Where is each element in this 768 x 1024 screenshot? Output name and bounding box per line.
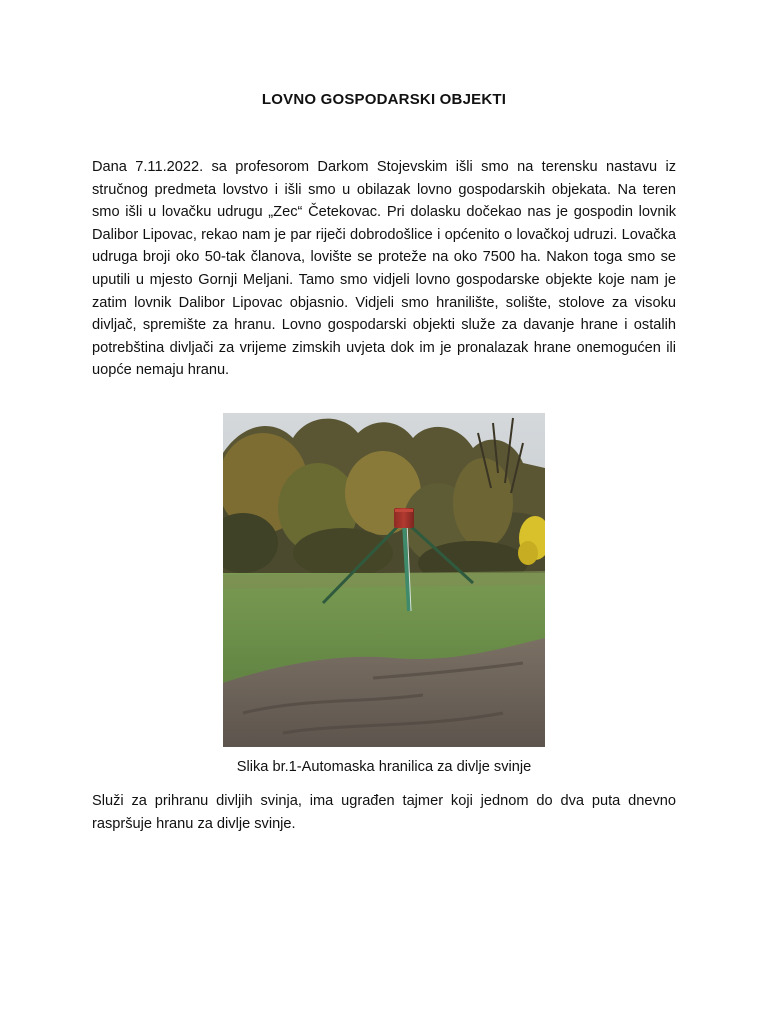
feeder-photo [223, 413, 545, 747]
intro-paragraph: Dana 7.11.2022. sa profesorom Darkom Stojevskim išli smo na terensku nastavu iz stručnog predmeta lovstvo i išli smo u obilazak lovno gospodarskih objekata. Na teren smo išli u lovačku udrugu „Zec“ Četekovac. Pri dolasku dočekao nas je gospodin lovnik Dalibor Lipovac, rekao nam je par riječi dobrodošlice i općenito o lovačkoj udruzi. Lovačka udruga broji oko 50-tak članova, lovište se proteže na oko 7500 ha. Nakon toga smo se uputili u mjesto Gornji Meljani. Tamo smo vidjeli lovno gospodarske objekte koje nam je zatim lovnik Dalibor Lipovac objasnio. Vidjeli smo hranilište, solište, stolove za visoku divljač, spremište za hranu. Lovno gospodarski objekti služe za davanje hrane i ostalih potrebština divljači za vrijeme zimskih uvjeta dok im je pronalazak hrane onemogućen ili uopće nemaju hranu. [92, 159, 676, 379]
figure-caption: Slika br.1-Automaska hranilica za divlje svinje [236, 759, 532, 775]
feeder-description: Služi za prihranu divljih svinja, ima ugrađen tajmer koji jednom do dva puta dnevno raspršuje hranu za divlje svinje. [92, 793, 676, 832]
document-title: LOVNO GOSPODARSKI OBJEKTI [261, 91, 507, 108]
photo-treeline [223, 418, 545, 588]
